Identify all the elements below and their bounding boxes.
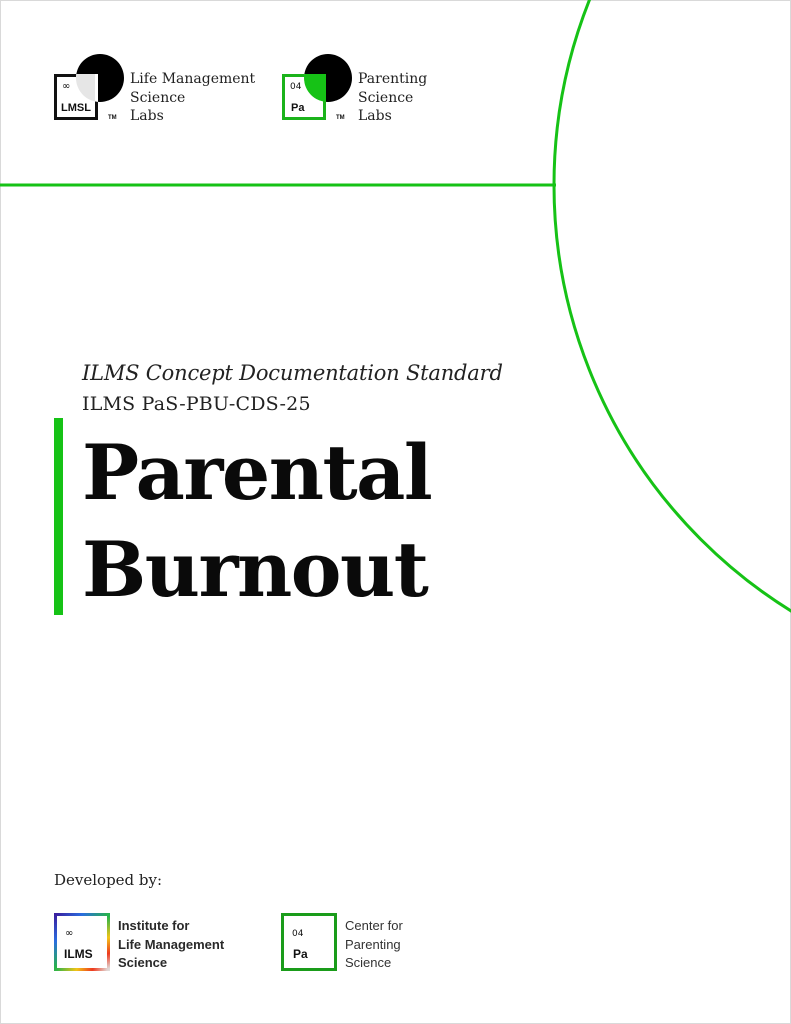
trademark-label: TM [336, 115, 345, 121]
institution-ilms [54, 913, 224, 973]
atomic-number-label: 04 [290, 82, 302, 92]
ilms-name: Institute for Life Management Science [118, 918, 225, 970]
lmsl-symbol: LMSL [61, 102, 91, 114]
lmsl-overlap [76, 54, 124, 102]
infinity-icon: ∞ [62, 81, 71, 92]
logo-lmsl [54, 54, 255, 126]
psl-mark [282, 54, 354, 124]
infinity-icon: ∞ [65, 928, 74, 939]
psl-overlap [304, 54, 352, 102]
logo-psl [282, 54, 427, 126]
institution-cps [281, 913, 403, 973]
ilms-symbol: ILMS [64, 947, 93, 961]
developed-by-label: Developed by: [54, 871, 163, 889]
standard-name: ILMS Concept Documentation Standard [82, 361, 503, 385]
psl-name: Parenting Science Labs [358, 71, 428, 124]
cps-name: Center for Parenting Science [345, 918, 403, 970]
lmsl-name: Life Management Science Labs [130, 71, 256, 124]
ilms-logo [54, 913, 110, 971]
page-title: Parental Burnout [82, 428, 432, 614]
document-code: ILMS PaS-PBU-CDS-25 [82, 393, 311, 415]
trademark-label: TM [108, 115, 117, 121]
cps-logo [281, 913, 337, 971]
title-accent-bar [54, 418, 63, 615]
lmsl-mark [54, 54, 126, 124]
cps-symbol: Pa [293, 947, 308, 961]
psl-symbol: Pa [291, 102, 305, 114]
atomic-number-label: 04 [292, 929, 304, 939]
